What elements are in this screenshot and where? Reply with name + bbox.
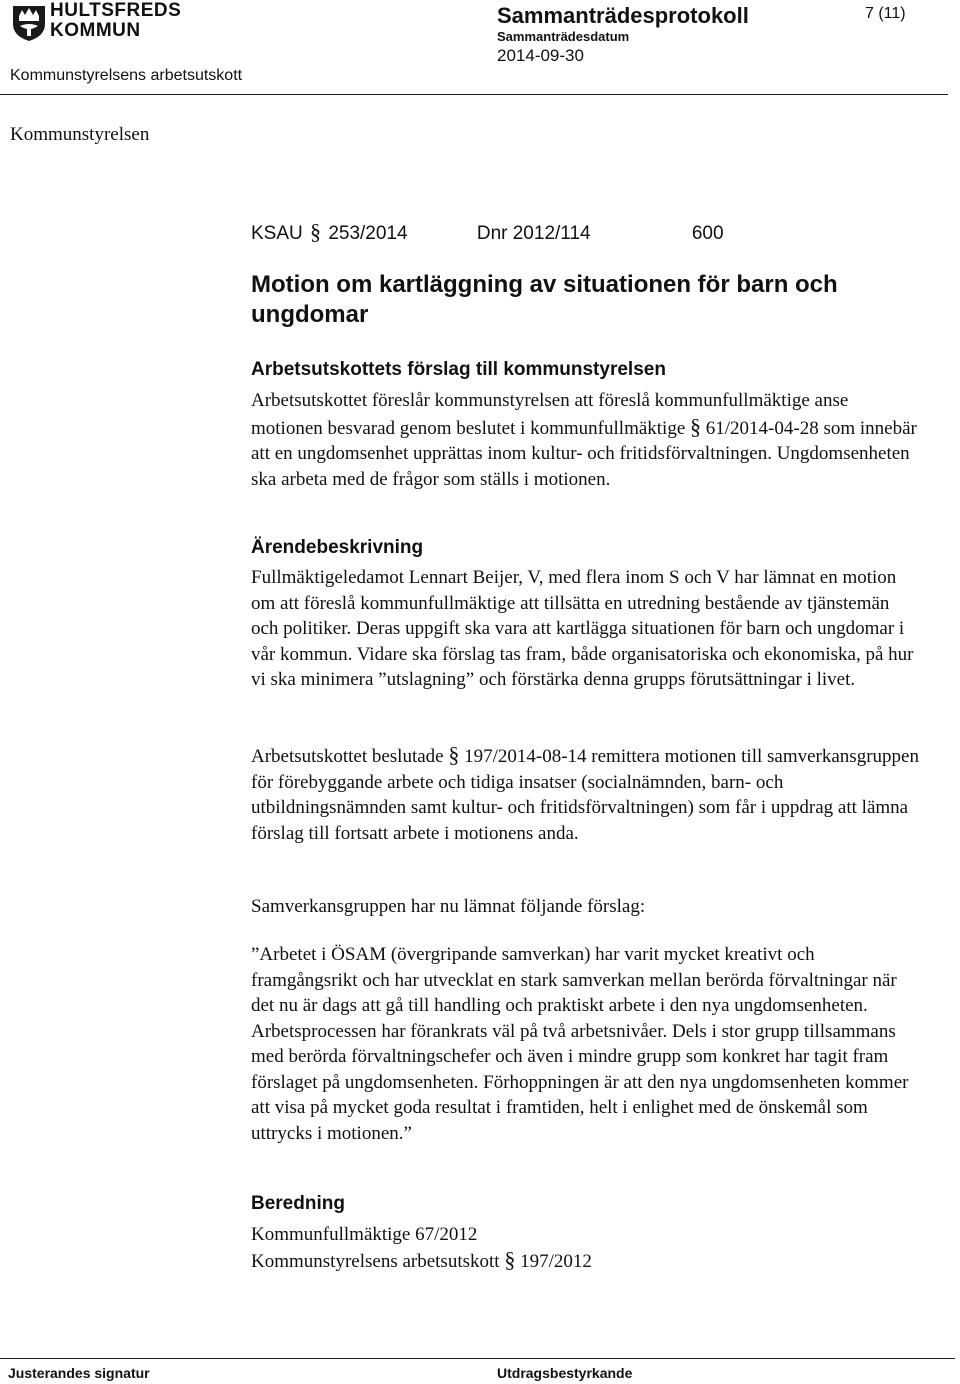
quoted-proposal: ”Arbetet i ÖSAM (övergripande samverkan) har varit mycket kreativt och framgångsrikt och har utvecklat en stark samverkan mellan berörda förvaltningar när det nu är dags att gå till handling och praktiskt arbete i den nya ungdomsenheten. Arbetsprocessen har förankrats väl på två arbetsnivåer. Dels i stor grupp tillsammans med berörda förvaltningschefer och även i mindre grupp som konkret har tagit fram förslaget på ungdomsenheten. Förhoppningen är att den nya ungdomsenheten kommer att visa på mycket goda resultat i framtiden, helt i enlighet med de önskemål som uttrycks i motionen.” xyxy=(251,944,909,1144)
preparation-line-2-part2: 197/2012 xyxy=(520,1251,592,1272)
decision-text-part2: 197/2014-08-14 remittera motionen till samverkansgruppen för förebyggande arbete och tidiga insatser (socialnämnden, barn- och utbildningsnämnden samt kultur- och fritidsförvaltningen) som får i uppdrag att lämna förslag till fortsatt arbete i motionens anda. xyxy=(251,746,919,844)
logo-text-line1: HULTSFREDS xyxy=(50,0,182,21)
section-sign-icon: § xyxy=(448,742,460,767)
footer-divider xyxy=(0,1358,955,1359)
certification-label: Utdragsbestyrkande xyxy=(497,1365,633,1381)
meeting-date: 2014-09-30 xyxy=(497,46,584,65)
decision-text-part1: Arbetsutskottet beslutade xyxy=(251,746,444,767)
logo-text-line2: KOMMUN xyxy=(50,20,141,41)
header-divider xyxy=(0,94,948,95)
meeting-date-label: Sammanträdesdatum xyxy=(497,29,630,44)
proposal-heading: Arbetsutskottets förslag till kommunstyrelsen xyxy=(251,359,666,380)
section-sign-icon: § xyxy=(310,219,322,244)
crown-emblem-icon xyxy=(10,2,48,42)
page-number: 7 (11) xyxy=(865,5,906,22)
signature-label: Justerandes signatur xyxy=(8,1365,150,1381)
proposal-text xyxy=(251,388,921,492)
classification-code: 600 xyxy=(691,223,724,244)
section-sign-icon: § xyxy=(504,1247,516,1272)
preparation-line-2 xyxy=(251,1247,921,1275)
preparation-line-2-part1: Kommunstyrelsens arbetsutskott xyxy=(251,1251,500,1272)
municipality-logo xyxy=(10,0,180,44)
section-sign-icon: § xyxy=(690,413,702,439)
ksau-number: 253/2014 xyxy=(328,223,408,244)
dnr-number: Dnr 2012/114 xyxy=(476,223,591,244)
description-text: Fullmäktigeledamot Lennart Beijer, V, med flera inom S och V har lämnat en motion om att föreslå kommunfullmäktige att tillsätta en utredning bestående av tjänstemän och politiker. Deras uppgift ska vara att kartlägga situationen för barn och ungdomar i vår kommun. Vidare ska förslag tas fram, både organisatoriska och ekonomiska, på hur vi ska minimera ”utslagning” och förstärka denna grupps förutsättningar i livet. xyxy=(251,567,914,690)
committee-name: Kommunstyrelsens arbetsutskott xyxy=(10,67,243,84)
document-type: Sammanträdesprotokoll xyxy=(497,3,749,28)
reference-line xyxy=(251,220,724,246)
section-title: Kommunstyrelsen xyxy=(10,124,150,145)
matter-title: Motion om kartläggning av situationen för barn och ungdomar xyxy=(251,271,838,328)
proposal-text-part1: Arbetsutskottet föreslår kommunstyrelsen att föreslå kommunfullmäktige anse motionen besvarad genom beslutet i kommunfullmäktige xyxy=(251,390,849,439)
ksau-prefix: KSAU xyxy=(251,223,303,244)
proposal-text-part2: 61/2014-04-28 som innebär att en ungdomsenhet upprättas inom kultur- och fritidsförvaltningen. Ungdomsenheten ska arbeta med de frågor som ställs i motionen. xyxy=(251,417,917,490)
preparation-heading: Beredning xyxy=(251,1193,345,1214)
group-intro-text: Samverkansgruppen har nu lämnat följande förslag: xyxy=(251,896,646,917)
description-heading: Ärendebeskrivning xyxy=(251,537,424,558)
preparation-line-1: Kommunfullmäktige 67/2012 xyxy=(251,1224,478,1245)
decision-text xyxy=(251,742,921,846)
